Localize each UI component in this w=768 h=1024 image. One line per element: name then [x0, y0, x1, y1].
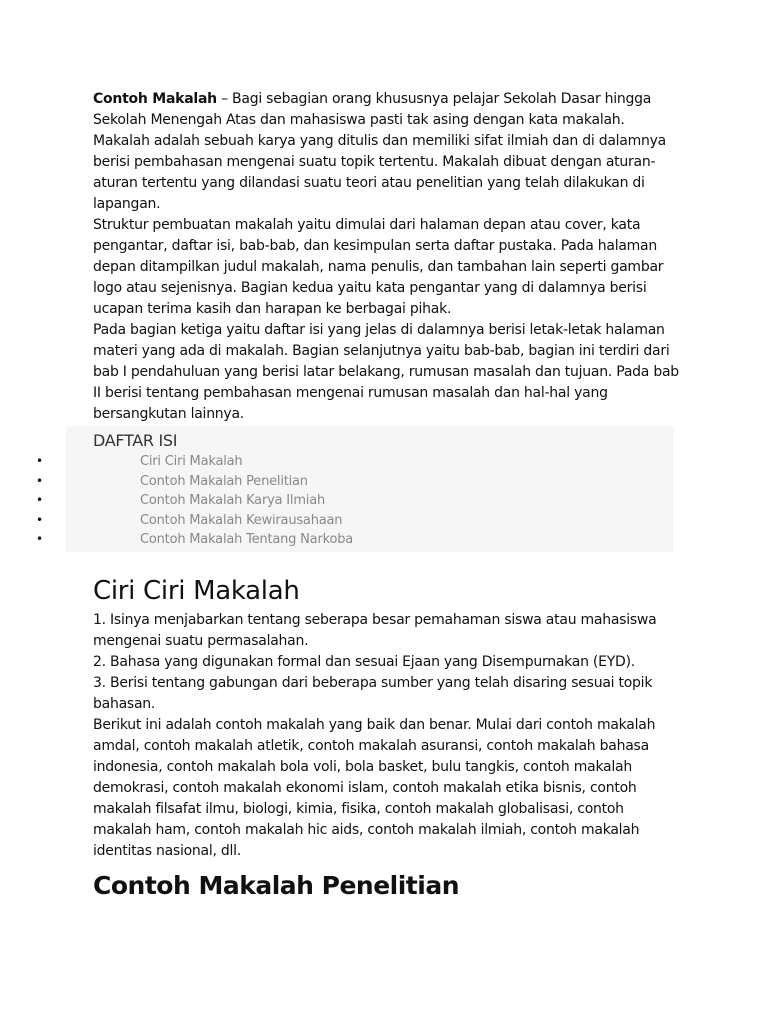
intro-paragraph [93, 89, 683, 215]
ciri-point-1: 1. Isinya menjabarkan tentang seberapa besar pemahaman siswa atau mahasiswa mengenai suatu permasalahan. [93, 611, 657, 649]
toc-item-contoh-makalah-penelitian[interactable] [36, 472, 674, 492]
toc-item-label: Ciri Ciri Makalah [140, 454, 243, 469]
bullet-icon: • [36, 493, 43, 507]
table-of-contents [36, 426, 674, 552]
ciri-point-3: 3. Berisi tentang gabungan dari beberapa sumber yang telah disaring sesuai topik bahasan. [93, 674, 653, 712]
toc-item-contoh-makalah-kewirausahaan[interactable] [36, 511, 674, 531]
chapters-paragraph: Pada bagian ketiga yaitu daftar isi yang jelas di dalamnya berisi letak-letak halaman materi yang ada di makalah. Bagian selanjutnya yaitu bab-bab, bagian ini terdiri dari bab I pendahuluan yang berisi latar belakang, rumusan masalah dan tujuan. Pada bab II berisi tentang pembahasan mengenai rumusan masalah dan hal-hal yang bersangkutan lainnya. [93, 322, 679, 422]
document-page [36, 89, 683, 901]
bullet-icon: • [36, 473, 43, 488]
toc-item-label: Contoh Makalah Kewirausahaan [140, 512, 343, 528]
structure-paragraph: Struktur pembuatan makalah yaitu dimulai dari halaman depan atau cover, kata pengantar, daftar isi, bab-bab, dan kesimpulan serta daftar pustaka. Pada halaman depan ditampilkan judul makalah, nama penulis, dan tambahan lain seperti gambar logo atau sejenisnya. Bagian kedua yaitu kata pengantar yang di dalamnya berisi ucapan terima kasih dan harapan ke berbagai pihak. [93, 217, 664, 317]
toc-item-label: Contoh Makalah Tentang Narkoba [140, 532, 354, 547]
toc-list [36, 452, 674, 550]
ciri-point-2: 2. Bahasa yang digunakan formal dan sesuai Ejaan yang Disempurnakan (EYD). [93, 653, 635, 670]
examples-paragraph: Berikut ini adalah contoh makalah yang baik dan benar. Mulai dari contoh makalah amdal, contoh makalah atletik, contoh makalah asuransi, contoh makalah bahasa indonesia, contoh makalah bola voli, bola basket, bulu tangkis, contoh makalah demokrasi, contoh makalah ekonomi islam, contoh makalah etika bisnis, contoh makalah filsafat ilmu, biologi, kimia, fisika, contoh makalah globalisasi, contoh makalah ham, contoh makalah hic aids, contoh makalah ilmiah, contoh makalah identitas nasional, dll. [93, 716, 656, 859]
intro-lead-text: – Bagi sebagian orang khususnya pelajar Sekolah Dasar hingga Sekolah Menengah Atas dan mahasiswa pasti tak asing dengan kata makalah. Makalah adalah sebuah karya yang ditulis dan memiliki sifat ilmiah dan di dalamnya berisi pembahasan mengenai suatu topik tertentu. Makalah dibuat dengan aturan-aturan tertentu yang dilandasi suatu teori atau penelitian yang telah dilakukan di lapangan. [93, 91, 667, 212]
toc-item-contoh-makalah-tentang-narkoba[interactable] [36, 530, 674, 550]
bullet-icon: • [36, 532, 43, 546]
toc-item-label: Contoh Makalah Karya Ilmiah [140, 493, 326, 508]
toc-item-ciri-ciri-makalah[interactable] [36, 452, 674, 472]
toc-title: DAFTAR ISI [93, 431, 178, 450]
intro-lead-bold: Contoh Makalah [93, 91, 217, 107]
bullet-icon: • [36, 454, 43, 468]
bullet-icon: • [36, 512, 43, 527]
toc-item-label: Contoh Makalah Penelitian [140, 473, 308, 489]
section-heading-ciri-ciri-makalah: Ciri Ciri Makalah [93, 575, 300, 606]
section-heading-contoh-makalah-penelitian: Contoh Makalah Penelitian [93, 870, 459, 900]
toc-item-contoh-makalah-karya-ilmiah[interactable] [36, 491, 674, 511]
